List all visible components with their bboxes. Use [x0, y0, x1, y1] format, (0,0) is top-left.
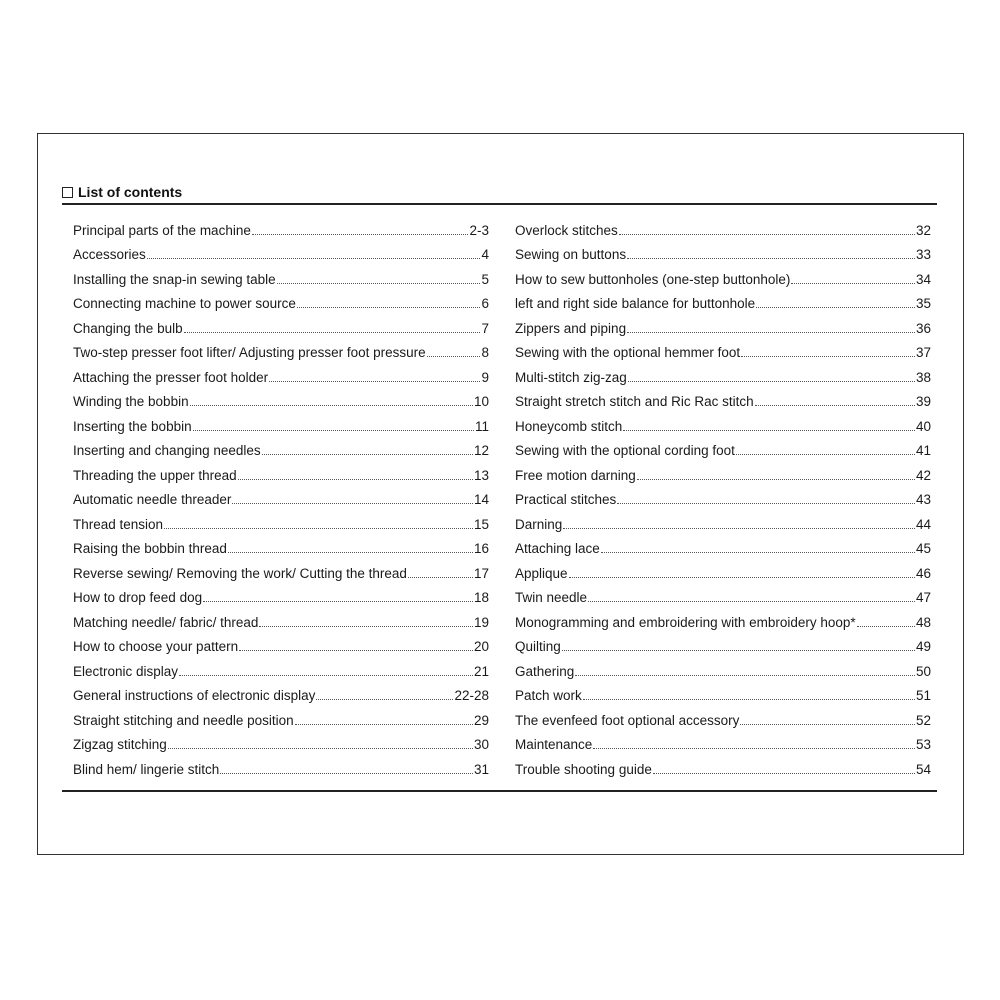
toc-entry-title: Straight stitching and needle position [73, 712, 294, 728]
dot-leader [588, 587, 915, 602]
dot-leader [297, 293, 481, 308]
dot-leader [168, 734, 473, 749]
toc-entry-title: Sewing on buttons [515, 247, 627, 263]
toc-entry [73, 341, 489, 366]
toc-entry-title: Darning [515, 516, 563, 532]
dot-leader [316, 685, 453, 700]
toc-entry-page: 53 [915, 737, 931, 753]
toc-entry-page: 9 [481, 369, 489, 385]
toc-entry [73, 733, 489, 758]
toc-entry [515, 512, 931, 537]
toc-entry-page: 45 [915, 541, 931, 557]
toc-entry [73, 610, 489, 635]
dot-leader [427, 342, 481, 357]
toc-entry-page: 51 [915, 688, 931, 704]
toc-entry-page: 10 [473, 394, 489, 410]
toc-entry-page: 35 [915, 296, 931, 312]
dot-leader [741, 342, 915, 357]
dot-leader [623, 416, 915, 431]
toc-entry-title: How to drop feed dog [73, 590, 203, 606]
toc-entry-title: left and right side balance for buttonhole [515, 296, 756, 312]
toc-entry [515, 292, 931, 317]
toc-entry-page: 30 [473, 737, 489, 753]
toc-entry-title: Thread tension [73, 516, 164, 532]
dot-leader [228, 538, 473, 553]
footer-rule [62, 790, 937, 792]
checkbox-square-icon [62, 187, 73, 198]
dot-leader [277, 269, 481, 284]
toc-entry [73, 586, 489, 611]
dot-leader [569, 563, 915, 578]
toc-entry-page: 7 [481, 320, 489, 336]
toc-entry-page: 42 [915, 467, 931, 483]
toc-entry-title: Attaching the presser foot holder [73, 369, 269, 385]
toc-entry-title: Overlock stitches [515, 222, 618, 238]
toc-entry [73, 537, 489, 562]
dot-leader [740, 710, 915, 725]
toc-entry-title: Zippers and piping [515, 320, 627, 336]
toc-entry-title: Installing the snap-in sewing table [73, 271, 276, 287]
toc-entry-page: 21 [473, 663, 489, 679]
toc-entry [73, 365, 489, 390]
toc-entry-page: 46 [915, 565, 931, 581]
dot-leader [791, 269, 915, 284]
dot-leader [193, 416, 474, 431]
dot-leader [147, 244, 481, 259]
toc-entry-page: 52 [915, 712, 931, 728]
toc-entry [73, 635, 489, 660]
toc-entry-title: Practical stitches [515, 492, 617, 508]
dot-leader [736, 440, 915, 455]
dot-leader [262, 440, 473, 455]
toc-right-column [515, 218, 931, 782]
toc-entry [73, 757, 489, 782]
dot-leader [562, 636, 915, 651]
toc-entry-title: Free motion darning [515, 467, 636, 483]
toc-entry-page: 38 [915, 369, 931, 385]
toc-entry [515, 610, 931, 635]
dot-leader [239, 636, 473, 651]
toc-entry [73, 708, 489, 733]
toc-entry-page: 14 [473, 492, 489, 508]
toc-entry-page: 17 [473, 565, 489, 581]
dot-leader [164, 514, 473, 529]
heading-text: List of contents [78, 184, 183, 200]
toc-entry [73, 218, 489, 243]
toc-entry-title: Multi-stitch zig-zag [515, 369, 627, 385]
toc-entry-title: Straight stretch stitch and Ric Rac stitch [515, 394, 754, 410]
toc-entry [515, 439, 931, 464]
toc-entry-title: Raising the bobbin thread [73, 541, 227, 557]
toc-entry-page: 6 [481, 296, 489, 312]
dot-leader [627, 244, 915, 259]
toc-entry [515, 561, 931, 586]
dot-leader [184, 318, 481, 333]
toc-entry-page: 47 [915, 590, 931, 606]
dot-leader [295, 710, 473, 725]
toc-entry-page: 2-3 [469, 222, 489, 238]
toc-entry-page: 54 [915, 761, 931, 777]
dot-leader [190, 391, 473, 406]
toc-entry [73, 659, 489, 684]
toc-entry [73, 243, 489, 268]
toc-entry [515, 537, 931, 562]
toc-entry [515, 341, 931, 366]
toc-entry-title: Principal parts of the machine [73, 222, 251, 238]
dot-leader [179, 661, 473, 676]
section-heading [62, 183, 182, 201]
toc-entry-title: Electronic display [73, 663, 179, 679]
toc-entry-title: The evenfeed foot optional accessory [515, 712, 740, 728]
toc-entry [515, 316, 931, 341]
dot-leader [238, 465, 473, 480]
toc-entry-title: Winding the bobbin [73, 394, 189, 410]
toc-entry-page: 5 [481, 271, 489, 287]
toc-entry-title: Honeycomb stitch [515, 418, 623, 434]
dot-leader [617, 489, 915, 504]
dot-leader [637, 465, 915, 480]
toc-entry-title: Two-step presser foot lifter/ Adjusting presser foot pressure [73, 345, 426, 361]
toc-entry-page: 22-28 [454, 688, 489, 704]
toc-entry-page: 43 [915, 492, 931, 508]
toc-entry-title: General instructions of electronic display [73, 688, 316, 704]
toc-entry-title: Accessories [73, 247, 146, 263]
toc-entry-page: 41 [915, 443, 931, 459]
toc-entry-page: 48 [915, 614, 931, 630]
toc-entry-page: 18 [473, 590, 489, 606]
toc-entry [515, 414, 931, 439]
dot-leader [563, 514, 915, 529]
toc-entry-page: 15 [473, 516, 489, 532]
toc-entry-page: 40 [915, 418, 931, 434]
dot-leader [220, 759, 473, 774]
toc-entry [73, 316, 489, 341]
dot-leader [628, 367, 915, 382]
toc-entry-title: Changing the bulb [73, 320, 183, 336]
dot-leader [627, 318, 915, 333]
toc-entry-title: Inserting and changing needles [73, 443, 261, 459]
toc-entry [73, 292, 489, 317]
heading-rule [62, 203, 937, 205]
toc-entry [515, 463, 931, 488]
dot-leader [619, 220, 915, 235]
toc-entry-title: Attaching lace [515, 541, 600, 557]
dot-leader [756, 293, 915, 308]
toc-entry-page: 11 [474, 418, 489, 434]
toc-entry-title: Automatic needle threader [73, 492, 232, 508]
toc-entry-title: Matching needle/ fabric/ thread [73, 614, 259, 630]
toc-entry [515, 243, 931, 268]
toc-entry [73, 267, 489, 292]
toc-entry [515, 757, 931, 782]
toc-entry [515, 488, 931, 513]
toc-entry-page: 50 [915, 663, 931, 679]
dot-leader [269, 367, 480, 382]
toc-entry [515, 733, 931, 758]
toc-entry-title: Quilting [515, 639, 561, 655]
toc-entry [73, 488, 489, 513]
toc-entry-page: 49 [915, 639, 931, 655]
dot-leader [203, 587, 473, 602]
toc-entry-title: Inserting the bobbin [73, 418, 192, 434]
toc-entry-page: 44 [915, 516, 931, 532]
dot-leader [583, 685, 915, 700]
toc-entry [73, 414, 489, 439]
toc-entry-title: Trouble shooting guide [515, 761, 652, 777]
dot-leader [408, 563, 473, 578]
toc-entry-title: Reverse sewing/ Removing the work/ Cutting the thread [73, 565, 407, 581]
toc-entry-title: Threading the upper thread [73, 467, 237, 483]
toc-entry [515, 684, 931, 709]
toc-entry-title: Monogramming and embroidering with embroidery hoop* [515, 614, 856, 630]
toc-entry [515, 365, 931, 390]
toc-entry-title: Gathering [515, 663, 575, 679]
dot-leader [755, 391, 915, 406]
toc-entry-page: 34 [915, 271, 931, 287]
dot-leader [575, 661, 915, 676]
toc-entry-page: 19 [473, 614, 489, 630]
toc-entry-page: 12 [473, 443, 489, 459]
dot-leader [593, 734, 915, 749]
toc-entry-page: 4 [481, 247, 489, 263]
dot-leader [601, 538, 915, 553]
toc-left-column [73, 218, 489, 782]
toc-entry-title: Sewing with the optional cording foot [515, 443, 735, 459]
toc-entry-title: Connecting machine to power source [73, 296, 296, 312]
toc-entry-title: Maintenance [515, 737, 593, 753]
toc-entry [73, 684, 489, 709]
toc-entry [515, 218, 931, 243]
toc-entry-title: How to choose your pattern [73, 639, 239, 655]
dot-leader [259, 612, 473, 627]
toc-entry-title: How to sew buttonholes (one-step buttonhole) [515, 271, 791, 287]
toc-entry-page: 8 [481, 345, 489, 361]
toc-entry [515, 390, 931, 415]
dot-leader [857, 612, 915, 627]
toc-entry-page: 39 [915, 394, 931, 410]
toc-entry-title: Twin needle [515, 590, 588, 606]
toc-entry [73, 390, 489, 415]
toc-entry-title: Blind hem/ lingerie stitch [73, 761, 220, 777]
toc-entry-page: 13 [473, 467, 489, 483]
toc-entry-title: Patch work [515, 688, 582, 704]
toc-entry-title: Applique [515, 565, 568, 581]
toc-entry-page: 36 [915, 320, 931, 336]
toc-entry-page: 33 [915, 247, 931, 263]
toc-entry [73, 512, 489, 537]
toc-entry [515, 708, 931, 733]
dot-leader [232, 489, 473, 504]
toc-entry [73, 463, 489, 488]
toc-entry-page: 31 [473, 761, 489, 777]
toc-entry [515, 635, 931, 660]
toc-entry-page: 37 [915, 345, 931, 361]
dot-leader [252, 220, 469, 235]
toc-entry-title: Zigzag stitching [73, 737, 167, 753]
toc-entry-page: 16 [473, 541, 489, 557]
toc-entry [73, 439, 489, 464]
toc-entry [515, 659, 931, 684]
toc-entry-page: 20 [473, 639, 489, 655]
dot-leader [653, 759, 915, 774]
toc-entry [515, 267, 931, 292]
toc-entry [515, 586, 931, 611]
toc-entry [73, 561, 489, 586]
toc-entry-page: 29 [473, 712, 489, 728]
toc-entry-title: Sewing with the optional hemmer foot [515, 345, 741, 361]
toc-entry-page: 32 [915, 222, 931, 238]
